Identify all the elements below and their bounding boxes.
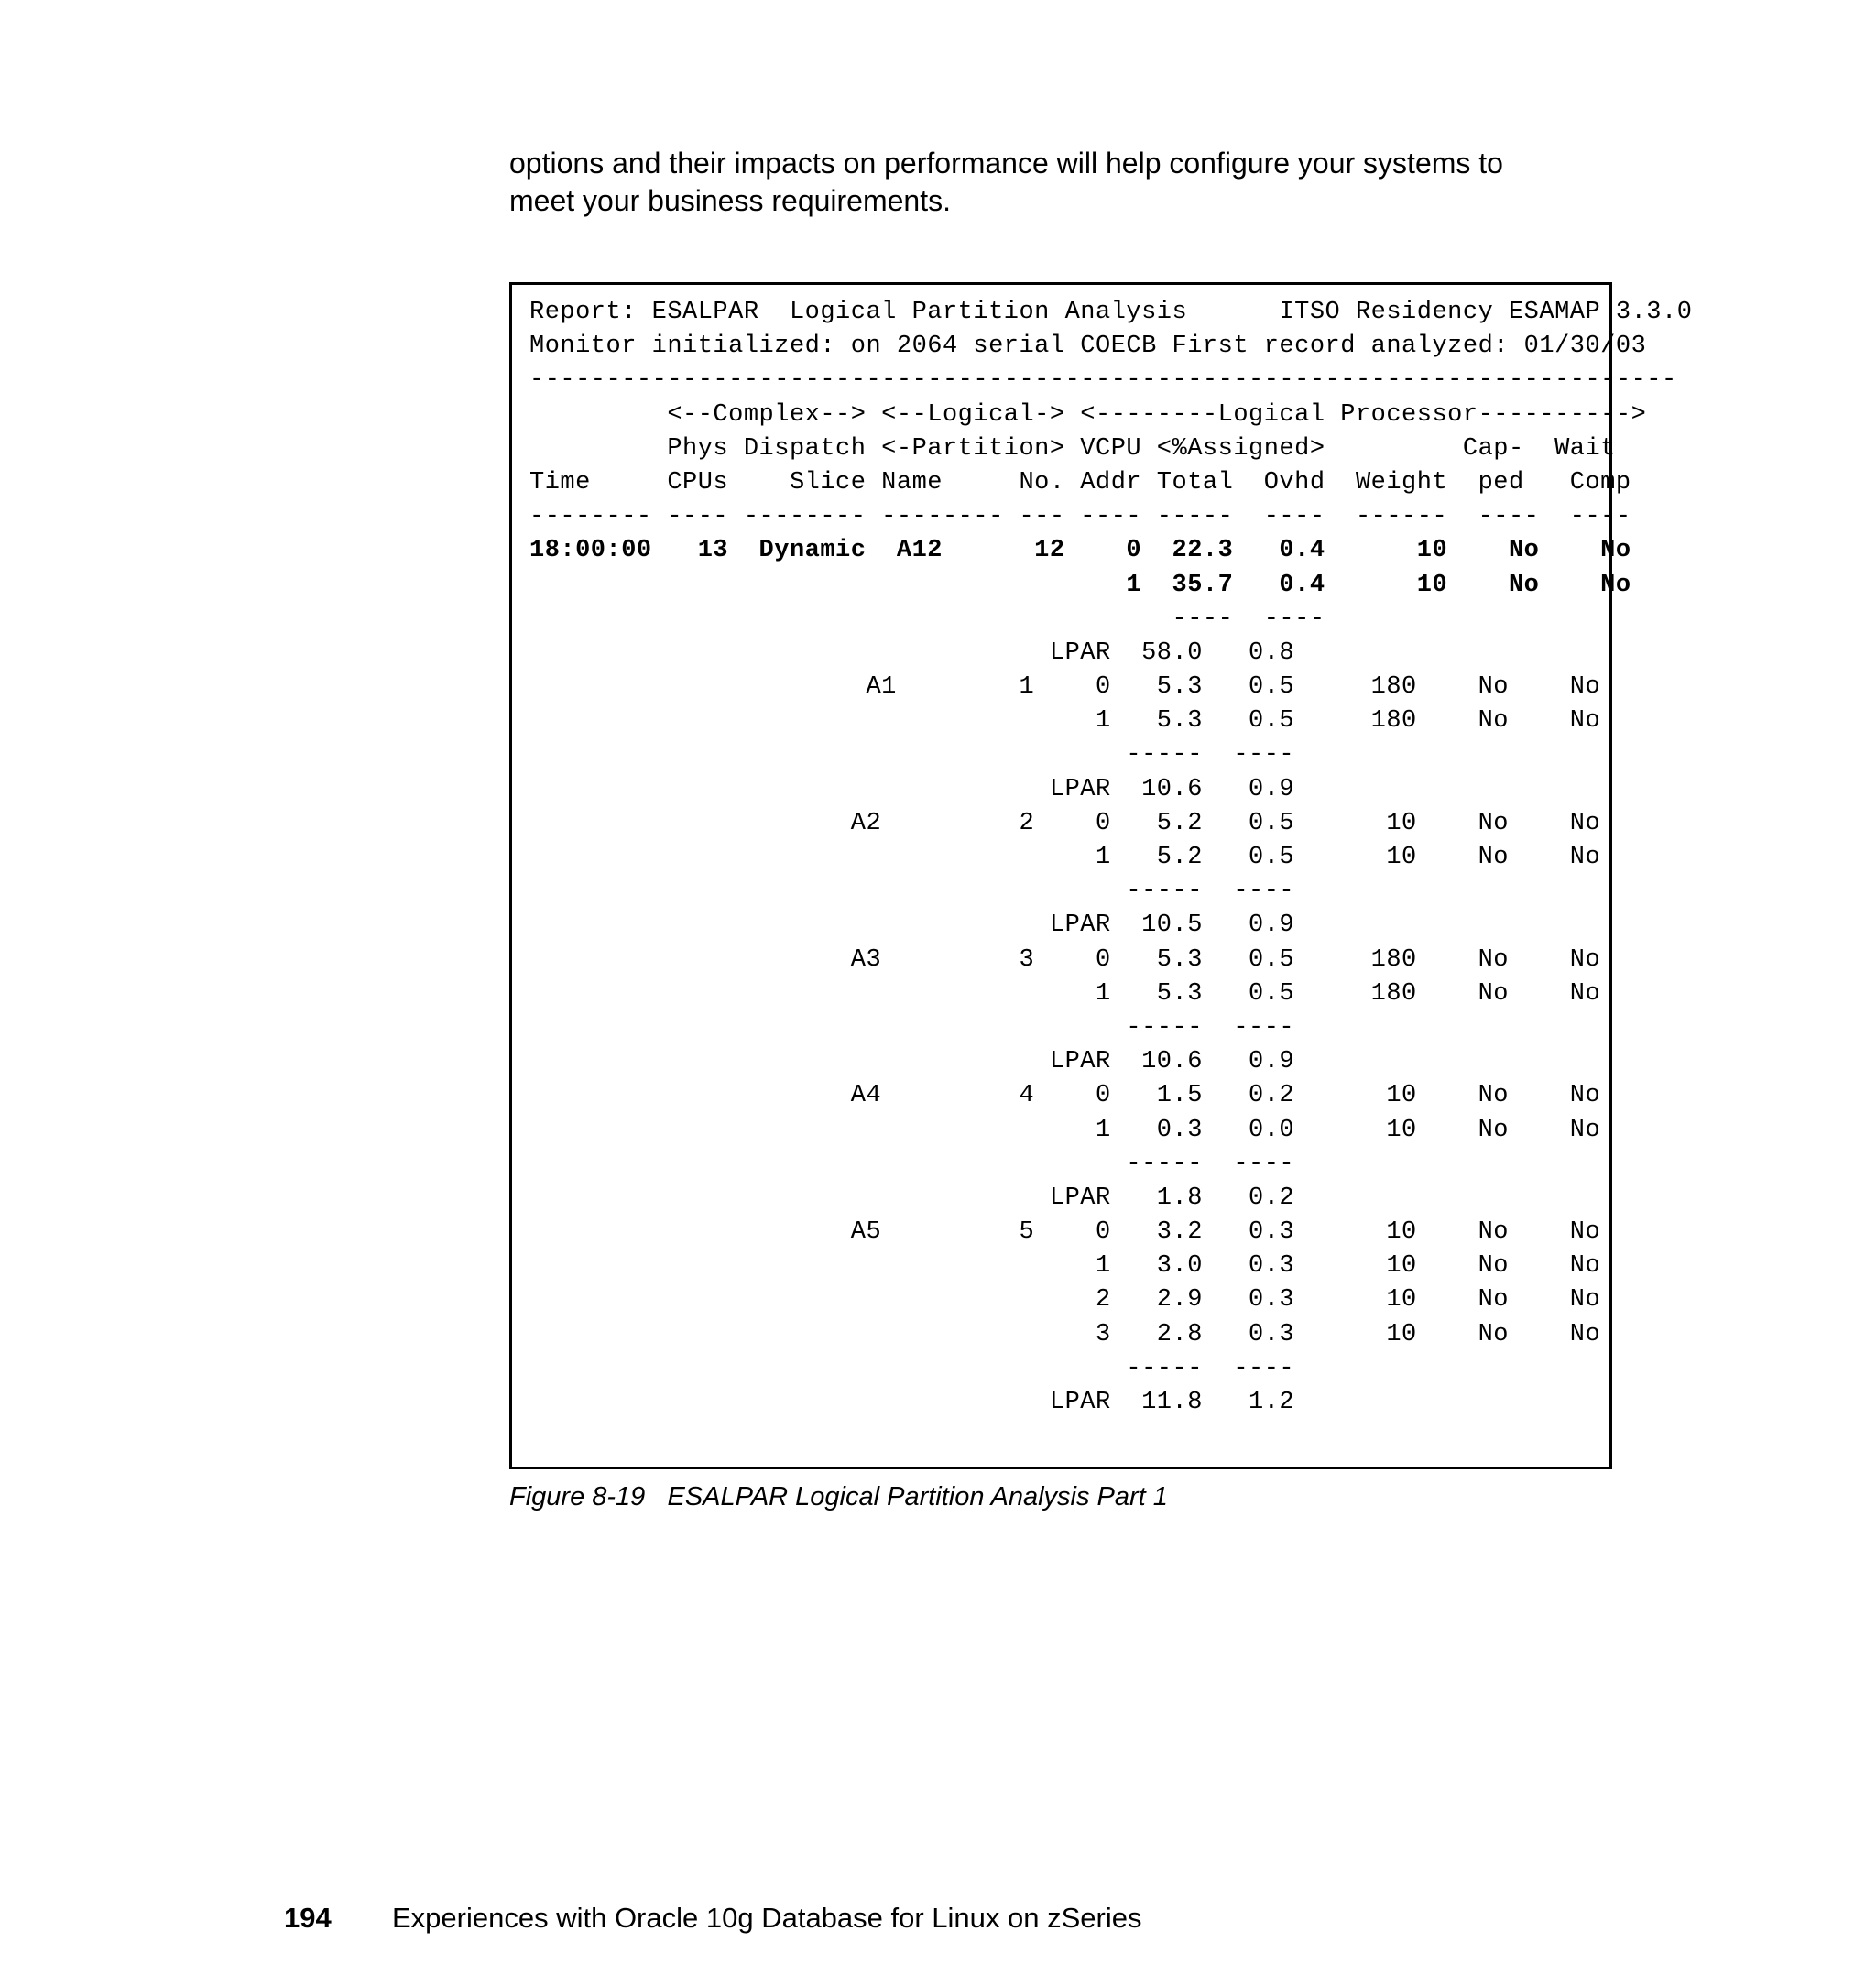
page-number: 194: [284, 1902, 332, 1934]
report-line: 1 35.7 0.4 10 No No: [529, 571, 1631, 599]
report-line: Time CPUs Slice Name No. Addr Total Ovhd Weight ped Comp: [529, 468, 1631, 496]
report-line: <--Complex--> <--Logical-> <--------Logical Processor---------->: [529, 400, 1647, 429]
report-line: A5 5 0 3.2 0.3 10 No No: [529, 1218, 1601, 1247]
report-line: 3 2.8 0.3 10 No No: [529, 1320, 1601, 1348]
report-line: 1 5.2 0.5 10 No No: [529, 844, 1601, 871]
report-line: LPAR 1.8 0.2: [529, 1184, 1295, 1212]
book-title: Experiences with Oracle 10g Database for Linux on zSeries: [392, 1902, 1142, 1934]
report-line: ---- ----: [529, 605, 1325, 633]
report-line: 1 5.3 0.5 180 No No: [529, 707, 1601, 736]
report-line: ----- ----: [529, 1354, 1295, 1382]
page-footer: [284, 1902, 1142, 1935]
report-line: ----- ----: [529, 878, 1295, 906]
report-line: -------- ---- -------- -------- --- ---- ----- ---- ------ ---- ----: [529, 503, 1631, 531]
report-line: 1 0.3 0.0 10 No No: [529, 1116, 1601, 1144]
intro-paragraph: [509, 145, 1609, 220]
report-line: Phys Dispatch <-Partition> VCPU <%Assigned> Cap- Wait: [529, 434, 1616, 463]
report-line: LPAR 11.8 1.2: [529, 1389, 1295, 1416]
report-line: A2 2 0 5.2 0.5 10 No No: [529, 809, 1601, 837]
report-line: 1 5.3 0.5 180 No No: [529, 979, 1601, 1008]
report-line: LPAR 10.5 0.9: [529, 911, 1295, 940]
report-line: ---------------------------------------------------------------------------: [529, 366, 1677, 395]
report-line: A4 4 0 1.5 0.2 10 No No: [529, 1082, 1601, 1110]
report-line: LPAR 10.6 0.9: [529, 1048, 1295, 1076]
intro-line-2: meet your business requirements.: [509, 184, 951, 217]
report-figure-box: [509, 282, 1693, 1469]
figure-caption: Figure 8-19 ESALPAR Logical Partition Analysis Part 1: [509, 1482, 1168, 1511]
report-line: LPAR 58.0 0.8: [529, 638, 1295, 667]
report-line: ----- ----: [529, 741, 1295, 769]
report-line: LPAR 10.6 0.9: [529, 775, 1295, 803]
report-line: ----- ----: [529, 1013, 1295, 1042]
esalpar-report: [529, 296, 1692, 1420]
report-line: A3 3 0 5.3 0.5 180 No No: [529, 945, 1601, 974]
report-line: 18:00:00 13 Dynamic A12 12 0 22.3 0.4 10 No No: [529, 537, 1631, 565]
intro-line-1: options and their impacts on performance will help configure your systems to: [509, 147, 1503, 180]
report-line: Monitor initialized: on 2064 serial COECB First record analyzed: 01/30/03: [529, 333, 1647, 361]
report-line: Report: ESALPAR Logical Partition Analysis ITSO Residency ESAMAP 3.3.0: [529, 299, 1693, 326]
report-line: ----- ----: [529, 1150, 1295, 1178]
report-line: 2 2.9 0.3 10 No No: [529, 1286, 1601, 1315]
report-line: A1 1 0 5.3 0.5 180 No No: [529, 673, 1601, 702]
report-line: 1 3.0 0.3 10 No No: [529, 1252, 1601, 1281]
